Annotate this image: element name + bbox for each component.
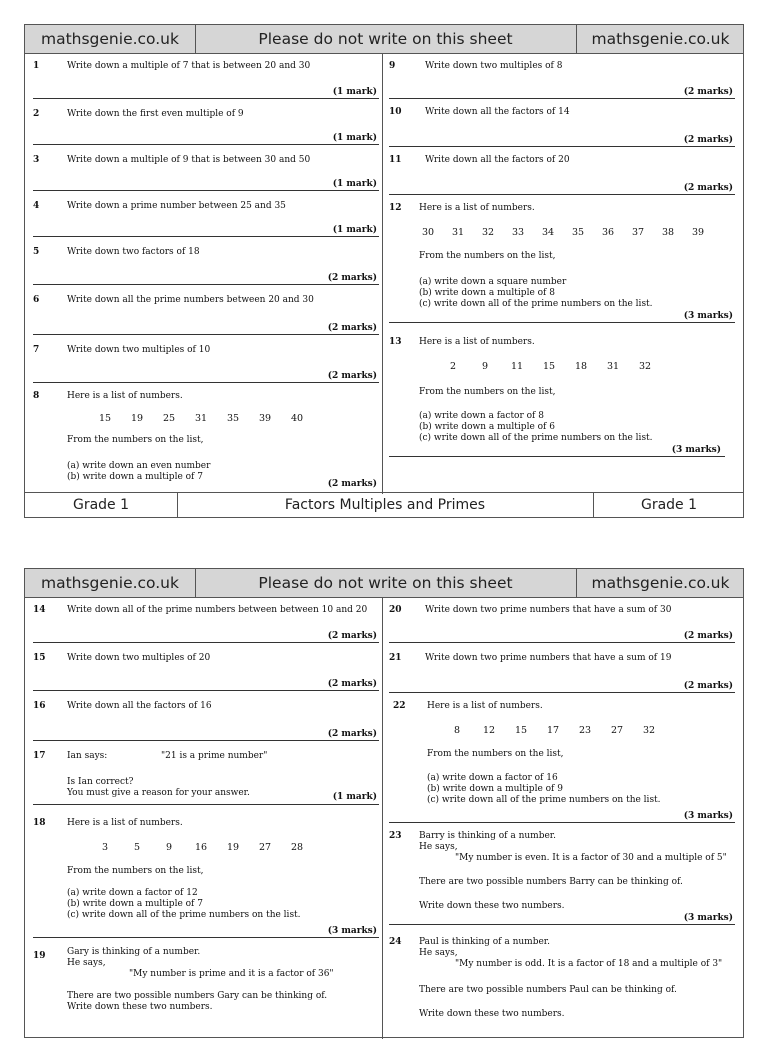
list-number: 11: [510, 361, 524, 372]
question-number: 3: [33, 155, 40, 165]
part-c: (c) write down all of the prime numbers on the list.: [67, 910, 301, 920]
answer-line: [389, 146, 735, 147]
answer-line: [389, 642, 735, 643]
instruction-text: From the numbers on the list,: [67, 435, 204, 445]
marks-label: (2 marks): [683, 183, 733, 193]
question-number: 11: [389, 155, 402, 165]
list-number: 27: [258, 842, 272, 853]
answer-line: [389, 98, 735, 99]
header-notice: Please do not write on this sheet: [195, 569, 577, 597]
answer-line: [33, 740, 379, 741]
marks-label: (2 marks): [683, 135, 733, 145]
answer-line: [33, 144, 379, 145]
part-a: (a) write down a factor of 12: [67, 888, 198, 898]
question-text: Write down a multiple of 7 that is between 20 and 30: [67, 61, 311, 71]
answer-line: [33, 190, 379, 191]
list-number: 12: [482, 725, 496, 736]
column-divider: [382, 598, 383, 1039]
worksheet-page-2: [24, 568, 744, 1038]
answer-line: [33, 642, 379, 643]
answer-line: [33, 382, 379, 383]
question-number: 5: [33, 247, 40, 257]
question-number: 15: [33, 653, 46, 663]
header-site-right: mathsgenie.co.uk: [591, 574, 730, 592]
question-text: Write down all of the prime numbers between between 10 and 20: [67, 605, 368, 615]
marks-label: (2 marks): [327, 323, 377, 333]
question-text: Here is a list of numbers.: [419, 337, 535, 347]
speaker-text: Ian says:: [67, 751, 108, 761]
story-line-3: There are two possible numbers Barry can be thinking of.: [419, 877, 683, 887]
answer-line: [389, 194, 735, 195]
question-text: Here is a list of numbers.: [427, 701, 543, 711]
story-line-2: He says,: [67, 958, 106, 968]
list-number: 2: [449, 361, 457, 372]
marks-label: (2 marks): [327, 679, 377, 689]
question-text: Write down two prime numbers that have a sum of 19: [425, 653, 672, 663]
story-line-4: Write down these two numbers.: [419, 1009, 565, 1019]
question-number: 6: [33, 295, 40, 305]
part-b: (b) write down a multiple of 9: [427, 784, 563, 794]
marks-label: (2 marks): [327, 479, 377, 489]
question-number: 9: [389, 61, 396, 71]
question-number: 13: [389, 337, 402, 347]
question-text: Write down a prime number between 25 and 35: [67, 201, 286, 211]
question-number: 2: [33, 109, 40, 119]
quote-text: "My number is odd. It is a factor of 18 and a multiple of 3": [455, 959, 723, 969]
list-number: 37: [631, 227, 645, 238]
quote-text: "My number is even. It is a factor of 30 and a multiple of 5": [455, 853, 727, 863]
part-c: (c) write down all of the prime numbers on the list.: [427, 795, 661, 805]
question-number: 10: [389, 107, 402, 117]
list-number: 39: [691, 227, 705, 238]
list-number: 15: [514, 725, 528, 736]
part-c: (c) write down all of the prime numbers on the list.: [419, 433, 653, 443]
answer-line: [33, 334, 379, 335]
marks-label: (2 marks): [327, 631, 377, 641]
question-text: Write down two prime numbers that have a sum of 30: [425, 605, 672, 615]
sheet-header: [25, 569, 743, 598]
list-number: 15: [98, 413, 112, 424]
answer-line: [33, 690, 379, 691]
number-list: [437, 361, 661, 372]
list-number: 34: [541, 227, 555, 238]
header-site-left: mathsgenie.co.uk: [25, 569, 196, 597]
list-number: 33: [511, 227, 525, 238]
list-number: 35: [571, 227, 585, 238]
marks-label: (3 marks): [683, 913, 733, 923]
list-number: 28: [290, 842, 304, 853]
question-number: 22: [393, 701, 406, 711]
marks-label: (3 marks): [683, 811, 733, 821]
question-number: 7: [33, 345, 40, 355]
question-number: 16: [33, 701, 46, 711]
footer-topic: Factors Multiples and Primes: [177, 493, 594, 517]
marks-label: (2 marks): [327, 273, 377, 283]
answer-line: [33, 284, 379, 285]
question-text: Write down two multiples of 10: [67, 345, 211, 355]
sheet-header: [25, 25, 743, 54]
number-list: [441, 725, 665, 736]
marks-label: (1 mark): [332, 87, 377, 97]
part-a: (a) write down a factor of 8: [419, 411, 544, 421]
marks-label: (1 mark): [332, 179, 377, 189]
question-text: Write down two multiples of 20: [67, 653, 211, 663]
story-line-3: There are two possible numbers Paul can be thinking of.: [419, 985, 677, 995]
answer-line: [389, 456, 725, 457]
list-number: 25: [162, 413, 176, 424]
instruction-text: From the numbers on the list,: [419, 387, 556, 397]
question-text: Here is a list of numbers.: [419, 203, 535, 213]
list-number: 31: [606, 361, 620, 372]
story-line-3: There are two possible numbers Gary can be thinking of.: [67, 991, 328, 1001]
story-line-1: Paul is thinking of a number.: [419, 937, 550, 947]
quote-text: "My number is prime and it is a factor of 36": [129, 969, 334, 979]
question-number: 19: [33, 951, 46, 961]
list-number: 5: [133, 842, 141, 853]
quote-text: "21 is a prime number": [161, 751, 268, 761]
part-b: (b) write down a multiple of 7: [67, 472, 203, 482]
story-line-2: He says,: [419, 842, 458, 852]
marks-label: (1 mark): [332, 792, 377, 802]
marks-label: (2 marks): [327, 371, 377, 381]
question-text: Write down all the factors of 16: [67, 701, 212, 711]
header-site-left: mathsgenie.co.uk: [25, 25, 196, 53]
answer-line: [33, 236, 379, 237]
part-b: (b) write down a multiple of 6: [419, 422, 555, 432]
question-number: 17: [33, 751, 46, 761]
answer-line: [33, 98, 379, 99]
prompt-line-1: Is Ian correct?: [67, 777, 134, 787]
list-number: 19: [130, 413, 144, 424]
answer-line: [389, 692, 735, 693]
question-number: 24: [389, 937, 402, 947]
marks-label: (3 marks): [327, 926, 377, 936]
question-number: 1: [33, 61, 40, 71]
question-number: 14: [33, 605, 46, 615]
header-site-right: mathsgenie.co.uk: [591, 30, 730, 48]
number-list: [89, 413, 313, 424]
list-number: 8: [453, 725, 461, 736]
question-text: Write down all the prime numbers between 20 and 30: [67, 295, 314, 305]
story-line-1: Barry is thinking of a number.: [419, 831, 556, 841]
answer-line: [389, 322, 735, 323]
part-a: (a) write down a factor of 16: [427, 773, 558, 783]
header-notice: Please do not write on this sheet: [195, 25, 577, 53]
list-number: 36: [601, 227, 615, 238]
worksheet-page-1: [24, 24, 744, 518]
list-number: 31: [451, 227, 465, 238]
question-text: Write down a multiple of 9 that is between 30 and 50: [67, 155, 311, 165]
marks-label: (1 mark): [332, 225, 377, 235]
marks-label: (3 marks): [683, 311, 733, 321]
list-number: 32: [638, 361, 652, 372]
question-text: Write down two factors of 18: [67, 247, 200, 257]
sheet-footer: [25, 492, 743, 517]
list-number: 23: [578, 725, 592, 736]
part-b: (b) write down a multiple of 7: [67, 899, 203, 909]
column-divider: [382, 54, 383, 494]
list-number: 16: [194, 842, 208, 853]
question-number: 12: [389, 203, 402, 213]
question-text: Here is a list of numbers.: [67, 391, 183, 401]
answer-line: [389, 924, 735, 925]
question-number: 18: [33, 818, 46, 828]
story-line-4: Write down these two numbers.: [67, 1002, 213, 1012]
marks-label: (2 marks): [683, 681, 733, 691]
story-line-1: Gary is thinking of a number.: [67, 947, 201, 957]
part-a: (a) write down a square number: [419, 277, 567, 287]
marks-label: (3 marks): [671, 445, 721, 455]
question-number: 20: [389, 605, 402, 615]
part-c: (c) write down all of the prime numbers on the list.: [419, 299, 653, 309]
list-number: 27: [610, 725, 624, 736]
marks-label: (1 mark): [332, 133, 377, 143]
question-number: 4: [33, 201, 40, 211]
list-number: 32: [481, 227, 495, 238]
list-number: 32: [642, 725, 656, 736]
marks-label: (2 marks): [327, 729, 377, 739]
list-number: 15: [542, 361, 556, 372]
story-line-4: Write down these two numbers.: [419, 901, 565, 911]
marks-label: (2 marks): [683, 631, 733, 641]
instruction-text: From the numbers on the list,: [67, 866, 204, 876]
list-number: 35: [226, 413, 240, 424]
footer-grade-left: Grade 1: [25, 493, 178, 517]
list-number: 3: [101, 842, 109, 853]
question-number: 21: [389, 653, 402, 663]
instruction-text: From the numbers on the list,: [427, 749, 564, 759]
answer-line: [33, 937, 379, 938]
prompt-line-2: You must give a reason for your answer.: [67, 788, 250, 798]
question-text: Write down all the factors of 20: [425, 155, 570, 165]
list-number: 31: [194, 413, 208, 424]
list-number: 38: [661, 227, 675, 238]
answer-line: [389, 822, 735, 823]
question-text: Write down all the factors of 14: [425, 107, 570, 117]
question-number: 23: [389, 831, 402, 841]
question-text: Here is a list of numbers.: [67, 818, 183, 828]
footer-grade-right: Grade 1: [640, 497, 698, 513]
story-line-2: He says,: [419, 948, 458, 958]
list-number: 9: [481, 361, 489, 372]
list-number: 19: [226, 842, 240, 853]
list-number: 30: [421, 227, 435, 238]
number-list: [413, 227, 713, 238]
part-a: (a) write down an even number: [67, 461, 211, 471]
list-number: 17: [546, 725, 560, 736]
question-text: Write down two multiples of 8: [425, 61, 563, 71]
part-b: (b) write down a multiple of 8: [419, 288, 555, 298]
question-text: Write down the first even multiple of 9: [67, 109, 244, 119]
marks-label: (2 marks): [683, 87, 733, 97]
list-number: 40: [290, 413, 304, 424]
instruction-text: From the numbers on the list,: [419, 251, 556, 261]
list-number: 18: [574, 361, 588, 372]
number-list: [89, 842, 313, 853]
question-number: 8: [33, 391, 40, 401]
list-number: 9: [165, 842, 173, 853]
answer-line: [33, 804, 379, 805]
list-number: 39: [258, 413, 272, 424]
